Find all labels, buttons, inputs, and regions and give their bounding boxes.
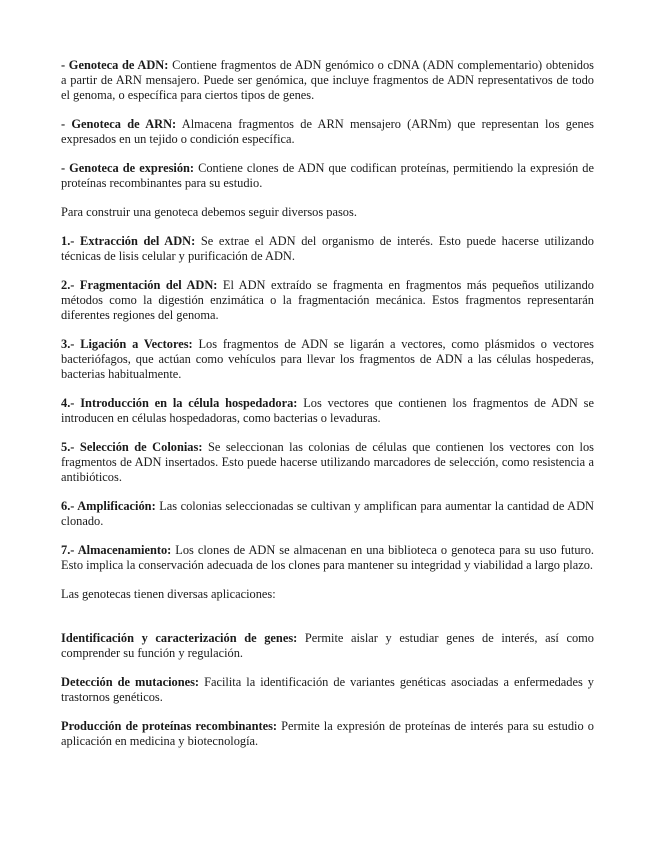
- document-page: [61, 58, 594, 763]
- paragraph-text: El ADN extraído se fragmenta en fragmentos más pequeños utilizando métodos como la digestión enzimática o la fragmentación mecánica. Estos fragmentos representarán diferentes regiones del genoma.: [61, 278, 594, 322]
- paragraph-text: Permite la expresión de proteínas de interés para su estudio o aplicación en medicina y biotecnología.: [61, 719, 594, 748]
- paragraph-lead: 2.- Fragmentación del ADN:: [61, 278, 218, 292]
- paragraph-text: Se seleccionan las colonias de células que contienen los vectores con los fragmentos de ADN insertados. Esto puede hacerse utilizando marcadores de selección, como resistencia a antibióticos.: [61, 440, 594, 484]
- paragraph-text: Los clones de ADN se almacenan en una biblioteca o genoteca para su uso futuro. Esto implica la conservación adecuada de los clones para mantener su integridad y viabilidad a largo plazo.: [61, 543, 594, 572]
- paragraph-lead: Producción de proteínas recombinantes:: [61, 719, 278, 733]
- paragraph-lead: - Genoteca de expresión:: [61, 161, 195, 175]
- paragraph-text: Para construir una genoteca debemos seguir diversos pasos.: [61, 205, 357, 219]
- paragraph-genoteca-expresion: [61, 161, 594, 191]
- paragraph-text: Contiene fragmentos de ADN genómico o cDNA (ADN complementario) obtenidos a partir de ARN mensajero. Puede ser genómica, que incluye fragmentos de ADN representativos de todo el genoma, o específica para ciertos tipos de genes.: [61, 58, 595, 102]
- paragraph-aplicacion-proteinas: [61, 719, 594, 749]
- paragraph-text: Contiene clones de ADN que codifican proteínas, permitiendo la expresión de proteínas recombinantes para su estudio.: [61, 161, 594, 190]
- paragraph-lead: 1.- Extracción del ADN:: [61, 234, 196, 248]
- paragraph-lead: 3.- Ligación a Vectores:: [61, 337, 193, 351]
- paragraph-paso-3: [61, 337, 594, 382]
- paragraph-text: Los fragmentos de ADN se ligarán a vectores, como plásmidos o vectores bacteriófagos, que actúan como vehículos para llevar los fragmentos de ADN a las células hospederas, bacterias habitualmente.: [61, 337, 594, 381]
- paragraph-aplicaciones-intro: [61, 587, 594, 602]
- paragraph-aplicacion-identificacion: [61, 631, 594, 661]
- paragraph-lead: - Genoteca de ADN:: [61, 58, 169, 72]
- paragraph-paso-1: [61, 234, 594, 264]
- paragraph-paso-7: [61, 543, 594, 573]
- paragraph-text: Almacena fragmentos de ARN mensajero (ARNm) que representan los genes expresados en un tejido o condición específica.: [61, 117, 594, 146]
- paragraph-lead: - Genoteca de ARN:: [61, 117, 177, 131]
- paragraph-lead: 5.- Selección de Colonias:: [61, 440, 203, 454]
- paragraph-lead: Identificación y caracterización de genes:: [61, 631, 298, 645]
- paragraph-text: Facilita la identificación de variantes genéticas asociadas a enfermedades y trastornos genéticos.: [61, 675, 594, 704]
- paragraph-genoteca-adn: [61, 58, 594, 103]
- paragraph-lead: 4.- Introducción en la célula hospedadora:: [61, 396, 298, 410]
- paragraph-paso-2: [61, 278, 594, 323]
- paragraph-text: Las genotecas tienen diversas aplicaciones:: [61, 587, 276, 601]
- paragraph-text: Permite aislar y estudiar genes de interés, así como comprender su función y regulación.: [61, 631, 594, 660]
- paragraph-paso-5: [61, 440, 594, 485]
- paragraph-text: Los vectores que contienen los fragmentos de ADN se introducen en células hospedadoras, como bacterias o levaduras.: [61, 396, 594, 425]
- paragraph-genoteca-arn: [61, 117, 594, 147]
- paragraph-text: Las colonias seleccionadas se cultivan y amplifican para aumentar la cantidad de ADN clonado.: [61, 499, 594, 528]
- paragraph-paso-4: [61, 396, 594, 426]
- paragraph-lead: 6.- Amplificación:: [61, 499, 156, 513]
- paragraph-paso-6: [61, 499, 594, 529]
- paragraph-intro-pasos: [61, 205, 594, 220]
- paragraph-aplicacion-mutaciones: [61, 675, 594, 705]
- paragraph-lead: Detección de mutaciones:: [61, 675, 200, 689]
- paragraph-lead: 7.- Almacenamiento:: [61, 543, 172, 557]
- paragraph-text: Se extrae el ADN del organismo de interés. Esto puede hacerse utilizando técnicas de lisis celular y purificación de ADN.: [61, 234, 595, 263]
